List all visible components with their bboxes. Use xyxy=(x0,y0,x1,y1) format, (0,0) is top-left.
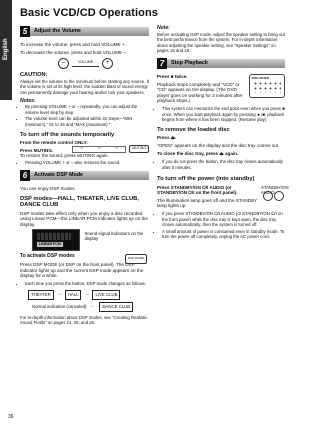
muting-button[interactable]: MUTING xyxy=(129,145,149,153)
lcd-caption: Sound signal indicators on the display xyxy=(84,231,144,242)
step-stop xyxy=(157,58,285,69)
remove-text: “OPEN” appears on the display and the disc tray comes out. xyxy=(157,142,280,148)
arrow-right-icon: → xyxy=(56,291,62,298)
dsp-description: DSP modes take effect only when you enjoy a disc recorded using Linear PCM—the LINEAR PCM indicator lights up on the display. xyxy=(20,210,148,227)
from-remote-text: From the remote control ONLY: xyxy=(20,140,88,146)
restore-text: To restore the sound, press MUTING again. xyxy=(20,152,109,158)
step-header: Stop Playback xyxy=(167,59,285,68)
close-note: • If you do not press the button, the disc tray closes automatically after 5 minutes. xyxy=(162,159,285,170)
arrow-left-icon: ← xyxy=(90,302,96,309)
remote-label: DISC ENTER xyxy=(252,75,269,80)
display-illustration xyxy=(32,229,149,251)
right-note-text: Before activating DSP mode, adjust the speaker setting to bring out the best performance from the system. For in-depth information about adjusting the speaker setting, see “Speaker Settings” on pages 19 and 19. xyxy=(157,31,285,54)
language-tab xyxy=(0,0,12,100)
lcd-segments xyxy=(37,233,71,240)
caution-title: CAUTION: xyxy=(20,72,48,79)
remote-buttons xyxy=(253,81,281,93)
power-button-icon xyxy=(263,191,273,201)
stop-bullet: • This system can memorize the end point even when you press ■ once. When you start playback again by pressing ►/■, playback begins from where it has been stopped. (Resume play) xyxy=(162,106,285,123)
step-number: 5 xyxy=(20,26,30,37)
close-title: To close the disc tray, press ⏏ again. xyxy=(157,151,239,157)
linear-pcm-indicator: LINEAR PCM xyxy=(39,241,61,246)
activate-notes xyxy=(20,281,149,287)
step-header: Adjust the Volume xyxy=(30,27,149,36)
left-column xyxy=(20,26,149,328)
language-label: English xyxy=(3,38,9,60)
strip-button-icon: ▭ xyxy=(115,146,118,151)
power-notes xyxy=(157,211,285,240)
remote-button-strip xyxy=(72,146,126,153)
press-muting-text: Press MUTING. xyxy=(20,147,54,153)
increase-text: To increase the volume, press and hold VOLUME +. xyxy=(20,42,126,47)
cycle-bottom-row xyxy=(28,302,149,312)
stop-notes xyxy=(157,106,285,123)
mode-dance-club: DANCE CLUB xyxy=(99,302,133,312)
page-number: 36 xyxy=(8,414,14,420)
mode-normal: Normal indication (canceled) xyxy=(32,304,87,310)
volume-label: VOLUME xyxy=(72,60,99,67)
note-item: • By pressing VOLUME + or – repeatedly, you can adjust the volume level step by step. xyxy=(25,104,149,115)
dsp-cycle-diagram xyxy=(28,290,149,311)
activate-text: Press DSP MODE (or DSP on the front panel). The DSP indicator lights up and the current DSP mode appears on the display for a while. xyxy=(20,261,144,279)
notes-title: Notes: xyxy=(20,97,36,104)
volume-up-button[interactable]: + xyxy=(102,58,113,69)
step-number: 7 xyxy=(157,58,167,69)
power-press: Press STANDBY/ON ⏻/I AUDIO (or STANDBY/ON ⏻/I on the front panel). xyxy=(157,184,238,196)
dsp-intro: You can enjoy DSP modes. xyxy=(20,186,76,191)
volume-control xyxy=(58,58,149,69)
right-note-title: Note: xyxy=(157,25,170,31)
strip-button-icon: ▭ xyxy=(80,146,84,151)
restore-note: • Pressing VOLUME + or – also restores the sound. xyxy=(25,160,149,166)
remove-press: Press ⏏. xyxy=(157,135,177,141)
dsp-footnote: For in-depth information about DSP modes, see “Creating Realistic Sound Fields” on pages 21, 25, and 26. xyxy=(20,314,148,326)
note-item: • The volume level can be adjusted within 31 steps—“MIN (minimum),” 01 to 49 and “MAX (maximum).” xyxy=(25,116,149,127)
power-bullet: • If you press STANDBY/ON ⏻/I AUDIO (or STANDBY/ON ⏻/I on the front panel) while the disc tray is kept open, the disc tray closes automatically, then the system is turned off. xyxy=(162,211,285,228)
close-notes xyxy=(157,159,285,170)
mode-theater: THEATER xyxy=(28,290,54,300)
caution-text: Always set the volume to the minimum before starting any source. If the volume is set at its high level, the sudden blast of sound energy can permanently damage your hearing and/or ruin your speakers. xyxy=(20,78,149,95)
step-header: Activate DSP Mode xyxy=(30,171,149,180)
lcd-display xyxy=(32,229,80,251)
mute-heading: To turn off the sounds temporarily xyxy=(20,131,115,138)
remove-heading: To remove the loaded disc xyxy=(157,126,230,133)
stop-press-text: Press ■ twice. xyxy=(157,73,188,79)
notes-list xyxy=(20,104,149,127)
decrease-text: To decrease the volume, press and hold VOLUME –. xyxy=(20,49,128,55)
step-dsp xyxy=(20,170,149,181)
remote-illustration xyxy=(249,74,285,98)
step-number: 6 xyxy=(20,170,30,181)
stop-text: Playback stops completely and “VCD” or “CD” appears on the display. (The DVD player goes on working for 3 minutes after playback stops.) xyxy=(157,81,243,104)
power-text: The illumination lamp goes off and the STANDBY lamp lights up. xyxy=(157,197,258,209)
standby-label: STANDBY/ON AUDIO xyxy=(261,184,289,196)
activate-section xyxy=(20,254,149,260)
volume-down-button[interactable]: – xyxy=(58,58,69,69)
audio-button-icon xyxy=(274,191,284,201)
mode-live-club: LIVE CLUB xyxy=(92,290,120,300)
power-heading: To turn off the power (into standby) xyxy=(157,176,255,183)
mode-hall: HALL xyxy=(65,290,82,300)
each-time-note: • Each time you press the button, DSP mode changes as follows: xyxy=(25,281,149,287)
page-title: Basic VCD/CD Operations xyxy=(20,7,159,19)
cycle-top-row xyxy=(28,290,149,300)
dsp-heading: DSP modes—HALL, THEATER, LIVE CLUB, DANCE CLUB xyxy=(20,195,139,209)
arrow-right-icon: → xyxy=(84,291,90,298)
activate-heading: To activate DSP modes xyxy=(20,253,75,260)
restore-notes xyxy=(20,160,149,166)
dsp-mode-button[interactable]: DSP MODE xyxy=(125,254,147,264)
standby-illustration xyxy=(261,184,289,203)
right-column xyxy=(157,25,289,242)
power-bullet: • A small amount of power is consumed even in standby mode. To turn the power off completely, unplug the AC power cord. xyxy=(162,229,285,240)
step-adjust-volume xyxy=(20,26,149,37)
strip-button-icon: ▭ xyxy=(97,146,101,151)
